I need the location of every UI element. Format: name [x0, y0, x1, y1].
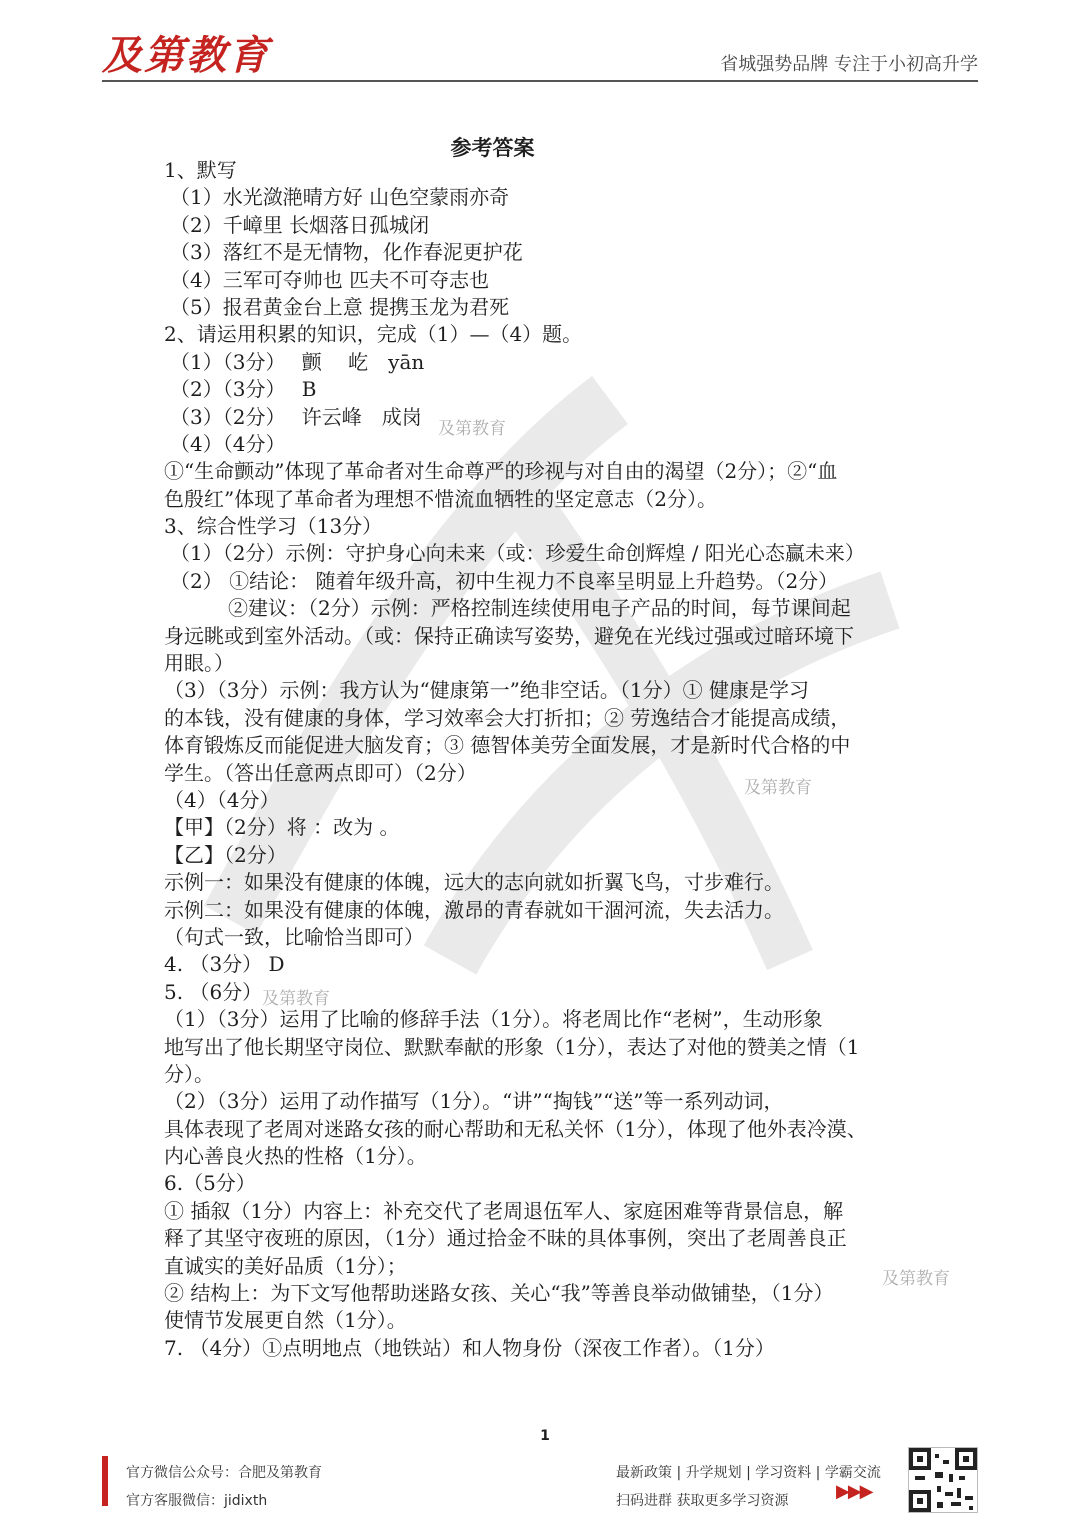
brand-logo: 及第教育: [102, 32, 270, 79]
answer-line: 用眼。）: [164, 651, 234, 676]
brand-slogan: 省城强势品牌 专注于小初高升学: [720, 54, 978, 75]
header-divider: [102, 80, 978, 82]
answer-line: ① 插叙（1分）内容上：补充交代了老周退伍军人、家庭困难等背景信息，解: [164, 1198, 844, 1223]
answer-line: 使情节发展更自然（1分）。: [164, 1308, 407, 1333]
answer-line: 分）。: [164, 1061, 214, 1086]
answer-line: （3）落红不是无情物，化作春泥更护花: [170, 240, 523, 265]
answer-line: 5. （6分）: [164, 979, 263, 1004]
answer-line: （1）（3分） 颤 屹 yān: [170, 349, 425, 374]
answer-line: 【乙】（2分）: [164, 842, 287, 867]
answer-line: 释了其坚守夜班的原因，（1分）通过拾金不昧的具体事例，突出了老周善良正: [164, 1226, 847, 1251]
answer-line: 体育锻炼反而能促进大脑发育；③ 德智体美劳全面发展，才是新时代合格的中: [164, 733, 851, 758]
answer-line: （4）（4分）: [164, 787, 280, 812]
watermark-4: 及第教育: [882, 1269, 950, 1289]
answer-line: （4）（4分）: [170, 431, 286, 456]
answer-line: 身远眺或到室外活动。（或：保持正确读写姿势，避免在光线过强或过暗环境下: [164, 623, 854, 648]
answer-line: 内心善良火热的性格（1分）。: [164, 1144, 427, 1169]
answer-line: 色殷红”体现了革命者为理想不惜流血牺牲的坚定意志（2分）。: [164, 486, 717, 511]
page-header: [0, 0, 1080, 90]
answer-line: （1）（3分）运用了比喻的修辞手法（1分）。将老周比作“老树”，生动形象: [164, 1007, 823, 1032]
answer-line: 具体表现了老周对迷路女孩的耐心帮助和无私关怀（1分），体现了他外表冷漠、: [164, 1116, 867, 1141]
answer-line: 地写出了他长期坚守岗位、默默奉献的形象（1分），表达了对他的赞美之情（1: [164, 1034, 860, 1059]
watermark-2: 及第教育: [744, 778, 812, 798]
answer-line: 的本钱，没有健康的身体，学习效率会大打折扣；② 劳逸结合才能提高成绩，: [164, 705, 851, 730]
answer-content: [164, 157, 929, 1362]
footer-wechat-public: 官方微信公众号：合肥及第教育: [126, 1465, 322, 1481]
answer-line: 【甲】（2分）将 ：改为 。: [164, 815, 400, 840]
answer-line: 4. （3分） D: [164, 952, 285, 977]
answer-line: 7. （4分）①点明地点（地铁站）和人物身份（深夜工作者）。（1分）: [164, 1335, 775, 1360]
answer-line: 学生。（答出任意两点即可）（2分）: [164, 760, 477, 785]
answer-line: （2）（3分）运用了动作描写（1分）。“讲”“掏钱”“送”等一系列动词，: [164, 1089, 784, 1114]
answer-line: ② 结构上：为下文写他帮助迷路女孩、关心“我”等善良举动做铺垫，（1分）: [164, 1281, 834, 1306]
answer-line: 示例二：如果没有健康的体魄，激昂的青春就如干涸河流，失去活力。: [164, 897, 784, 922]
watermark-1: 及第教育: [438, 419, 506, 439]
footer-contact: [126, 1459, 322, 1515]
answer-line: （句式一致，比喻恰当即可）: [164, 924, 424, 949]
answer-line: 2、请运用积累的知识，完成（1）—（4）题。: [164, 322, 583, 347]
answer-line: （3）（2分） 许云峰 成岗: [170, 404, 422, 429]
answer-line: （2）（3分） B: [170, 377, 317, 402]
answer-line: 6.（5分）: [164, 1171, 256, 1196]
answer-line: 示例一：如果没有健康的体魄，远大的志向就如折翼飞鸟，寸步难行。: [164, 870, 784, 895]
answer-line: （4）三军可夺帅也 匹夫不可夺志也: [170, 267, 490, 292]
footer-wechat-service: 官方客服微信：jidixth: [126, 1493, 268, 1509]
answer-line: 直诚实的美好品质（1分）；: [164, 1253, 407, 1278]
answer-line: （1）（2分）示例：守护身心向未来（或：珍爱生命创辉煌 / 阳光心态赢未来）: [170, 541, 865, 566]
answer-line: ①“生命颤动”体现了革命者对生命尊严的珍视与对自由的渴望（2分）；②“血: [164, 459, 838, 484]
watermark-3: 及第教育: [262, 989, 330, 1009]
document-title: 参考答案: [450, 136, 535, 160]
qr-code-icon[interactable]: [908, 1447, 978, 1513]
answer-line: （3）（3分）示例：我方认为“健康第一”绝非空话。（1分）① 健康是学习: [164, 678, 809, 703]
page-number: 1: [540, 1428, 550, 1444]
footer-links: 最新政策 | 升学规划 | 学习资料 | 学霸交流: [616, 1465, 881, 1481]
answer-line: （5）报君黄金台上意 提携玉龙为君死: [170, 294, 510, 319]
answer-line: （1）水光潋滟晴方好 山色空蒙雨亦奇: [170, 185, 510, 210]
answer-line: 1、默写: [164, 158, 237, 182]
answer-line: （2）千嶂里 长烟落日孤城闭: [170, 212, 430, 237]
answer-line: （2） ①结论： 随着年级升高，初中生视力不良率呈明显上升趋势。（2分）: [170, 568, 839, 593]
answer-line: 3、综合性学习（13分）: [164, 514, 383, 539]
footer-accent-bar: [102, 1456, 108, 1506]
arrow-icons: ▶▶▶: [836, 1481, 872, 1502]
answer-line: ②建议：（2分）示例：严格控制连续使用电子产品的时间，每节课间起: [228, 596, 851, 621]
footer-scan-text: 扫码进群 获取更多学习资源: [616, 1493, 789, 1509]
